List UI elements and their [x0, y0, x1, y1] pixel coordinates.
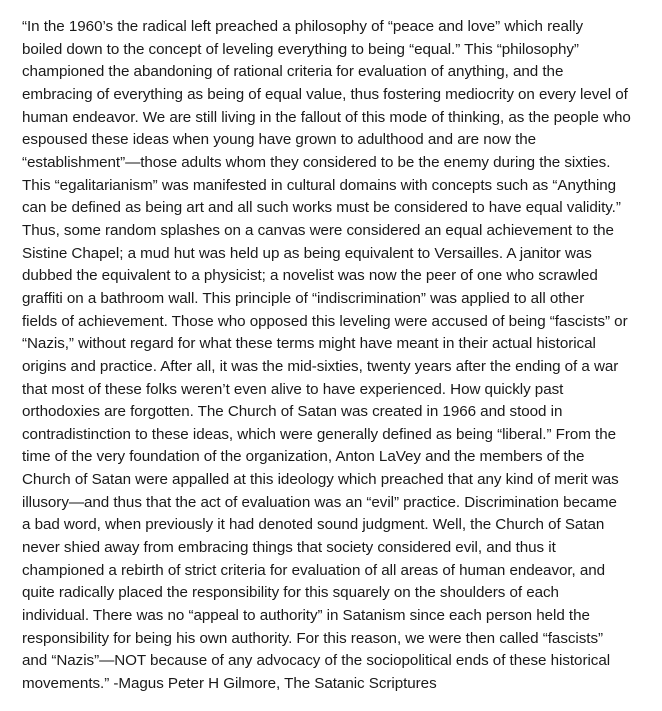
quote-line: embracing of everything as being of equal value, thus fostering mediocrity on every level of — [22, 85, 628, 103]
quote-line: “establishment”—those adults whom they considered to be the enemy during the sixties. — [22, 153, 611, 171]
quote-line: individual. There was no “appeal to authority” in Satanism since each person held the — [22, 607, 590, 625]
quote-line: Church of Satan were appalled at this ideology which preached that any kind of merit was — [22, 471, 619, 489]
quote-line: graffiti on a bathroom wall. This principle of “indiscrimination” was applied to all other — [22, 289, 585, 307]
quote-line: never shied away from embracing things that society considered evil, and thus it — [22, 539, 556, 557]
quote-line: and “Nazis”—NOT because of any advocacy of the sociopolitical ends of these historical — [22, 652, 611, 670]
quote-line: quite radically placed the responsibility for this squarely on the shoulders of each — [22, 584, 559, 602]
quote-line: championed the abandoning of rational criteria for evaluation of anything, and the — [22, 63, 564, 81]
quote-line: fields of achievement. Those who opposed this leveling were accused of being “fascists” or — [22, 312, 628, 330]
quote-line: contradistinction to these ideas, which were generally defined as being “liberal.” From the — [22, 425, 616, 443]
quote-line: dubbed the equivalent to a physicist; a novelist was now the peer of one who scrawled — [22, 267, 598, 285]
quote-line: championed a rebirth of strict criteria for evaluation of all areas of human endeavor, and — [22, 561, 606, 579]
quote-line: boiled down to the concept of leveling everything to being “equal.” This “philosophy” — [22, 40, 579, 58]
quote-line: This “egalitarianism” was manifested in cultural domains with concepts such as “Anything — [22, 176, 617, 194]
quote-attribution-line: movements.” -Magus Peter H Gilmore, The Satanic Scriptures — [22, 675, 437, 693]
quote-line: Thus, some random splashes on a canvas were considered an equal achievement to the — [22, 221, 614, 239]
quote-line: espoused these ideas when young have grown to adulthood and are now the — [22, 131, 537, 149]
quote-line: that most of these folks weren’t even alive to have experienced. How quickly past — [22, 380, 564, 398]
quote-line: “In the 1960’s the radical left preached a philosophy of “peace and love” which really — [22, 18, 584, 35]
quote-line: “Nazis,” without regard for what these terms might have meant in their actual historical — [22, 335, 596, 353]
quote-line: origins and practice. After all, it was the mid-sixties, twenty years after the ending of a war — [22, 357, 619, 375]
quote-line: illusory—and thus that the act of evaluation was an “evil” practice. Discrimination became — [22, 493, 617, 511]
quote-line: Sistine Chapel; a mud hut was held up as being equivalent to Versailles. A janitor was — [22, 244, 592, 262]
quote-line: time of the very foundation of the organization, Anton LaVey and the members of the — [22, 448, 585, 466]
quote-line: a bad word, when previously it had denoted sound judgment. Well, the Church of Satan — [22, 516, 605, 534]
quote-line: responsibility for being his own authority. For this reason, we were then called “fascists” — [22, 629, 603, 647]
quote-text-block — [22, 16, 650, 696]
quote-line: can be defined as being art and all such works must be considered to have equal validity.” — [22, 199, 621, 217]
quote-line: human endeavor. We are still living in the fallout of this mode of thinking, as the people who — [22, 108, 631, 126]
quote-line: orthodoxies are forgotten. The Church of Satan was created in 1966 and stood in — [22, 403, 563, 421]
